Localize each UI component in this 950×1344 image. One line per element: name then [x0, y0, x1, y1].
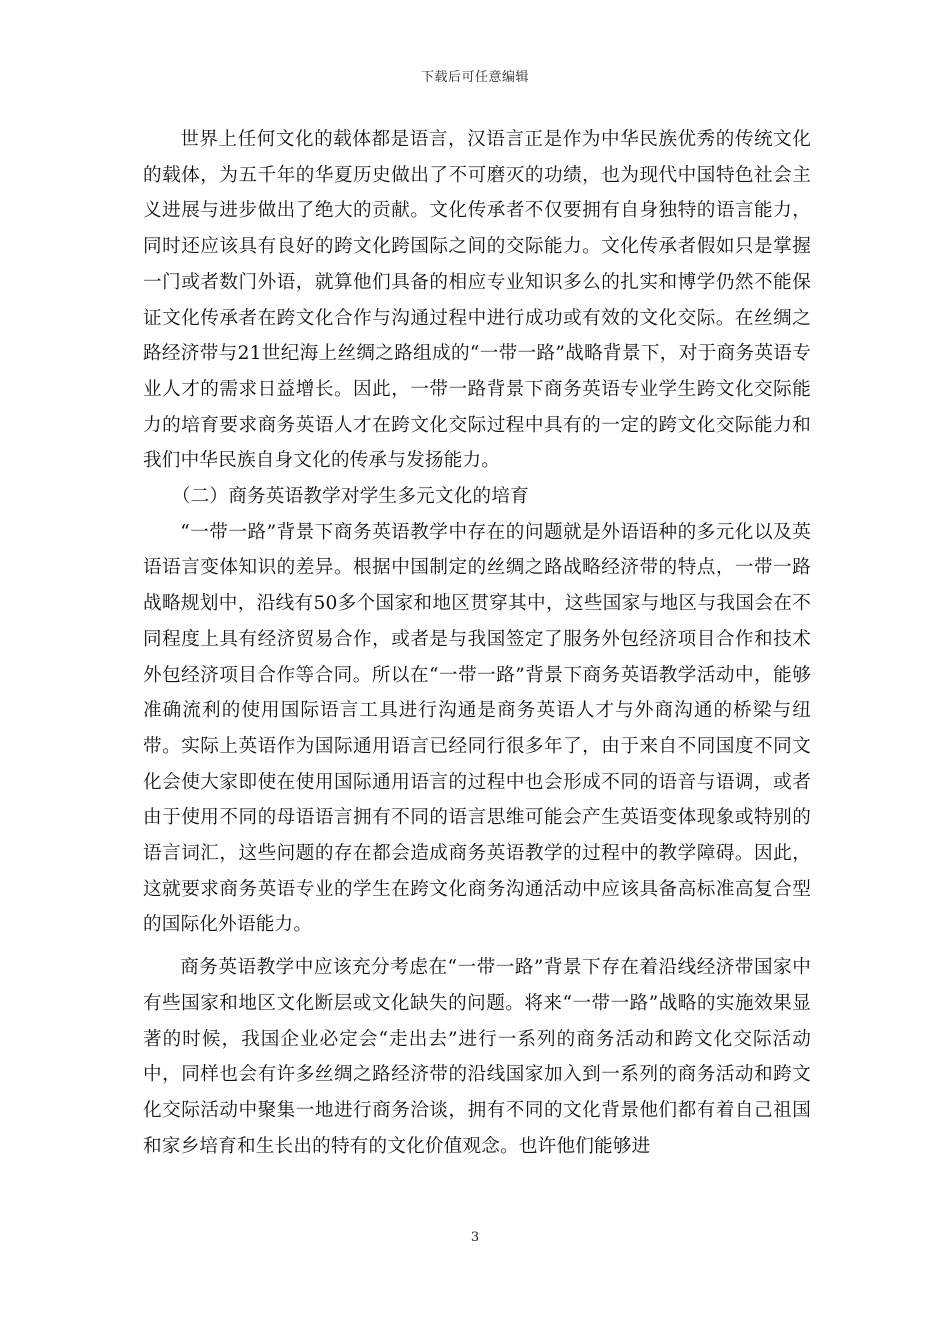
- page-header: 下载后可任意编辑: [420, 70, 529, 85]
- section-heading: （二）商务英语教学对学生多元文化的培育: [171, 486, 529, 508]
- paragraph-cultural-carrier: 世界上任何文化的载体都是语言，汉语言正是作为中华民族优秀的传统文化的载体，为五千年的华夏历史做出了不可磨灭的功绩，也为现代中国特色社会主义进展与进步做出了绝大的贡献。文化传承者不仅要拥有自身独特的语言能力，同时还应该具有良好的跨文化跨国际之间的交际能力。文化传承者假如只是掌握一门或者数门外语，就算他们具备的相应专业知识多么的扎实和博学仍然不能保证文化传承者在跨文化合作与沟通过程中进行成功或有效的文化交际。在丝绸之路经济带与21世纪海上丝绸之路组成的“一带一路”战略背景下，对于商务英语专业人才的需求日益增长。因此，一带一路背景下商务英语专业学生跨文化交际能力的培育要求商务英语人才在跨文化交际过程中具有的一定的跨文化交际能力和我们中华民族自身文化的传承与发扬能力。: [143, 129, 811, 472]
- page-number: 3: [470, 1230, 480, 1245]
- paragraph-teaching-problems: “一带一路”背景下商务英语教学中存在的问题就是外语语种的多元化以及英语语言变体知识的差异。根据中国制定的丝绸之路战略经济带的特点，一带一路战略规划中，沿线有50多个国家和地区贯穿其中，这些国家与地区与我国会在不同程度上具有经济贸易合作，或者是与我国签定了服务外包经济项目合作和技术外包经济项目合作等合同。所以在“一带一路”背景下商务英语教学活动中，能够准确流利的使用国际语言工具进行沟通是商务英语人才与外商沟通的桥梁与纽带。实际上英语作为国际通用语言已经同行很多年了，由于来自不同国度不同文化会使大家即使在使用国际通用语言的过程中也会形成不同的语音与语调，或者由于使用不同的母语语言拥有不同的语言思维可能会产生英语变体现象或特别的语言词汇，这些问题的存在都会造成商务英语教学的过程中的教学障碍。因此，这就要求商务英语专业的学生在跨文化商务沟通活动中应该具备高标准高复合型的国际化外语能力。: [143, 521, 811, 936]
- body-text: [143, 122, 811, 1164]
- paragraph-cultural-gap: 商务英语教学中应该充分考虑在“一带一路”背景下存在着沿线经济带国家中有些国家和地区文化断层或文化缺失的问题。将来“一带一路”战略的实施效果显著的时候，我国企业必定会“走出去”进行一系列的商务活动和跨文化交际活动中，同样也会有许多丝绸之路经济带的沿线国家加入到一系列的商务活动和跨文化交际活动中聚集一地进行商务洽谈，拥有不同的文化背景他们都有着自己祖国和家乡培育和生长出的特有的文化价值观念。也许他们能够进: [143, 957, 811, 1157]
